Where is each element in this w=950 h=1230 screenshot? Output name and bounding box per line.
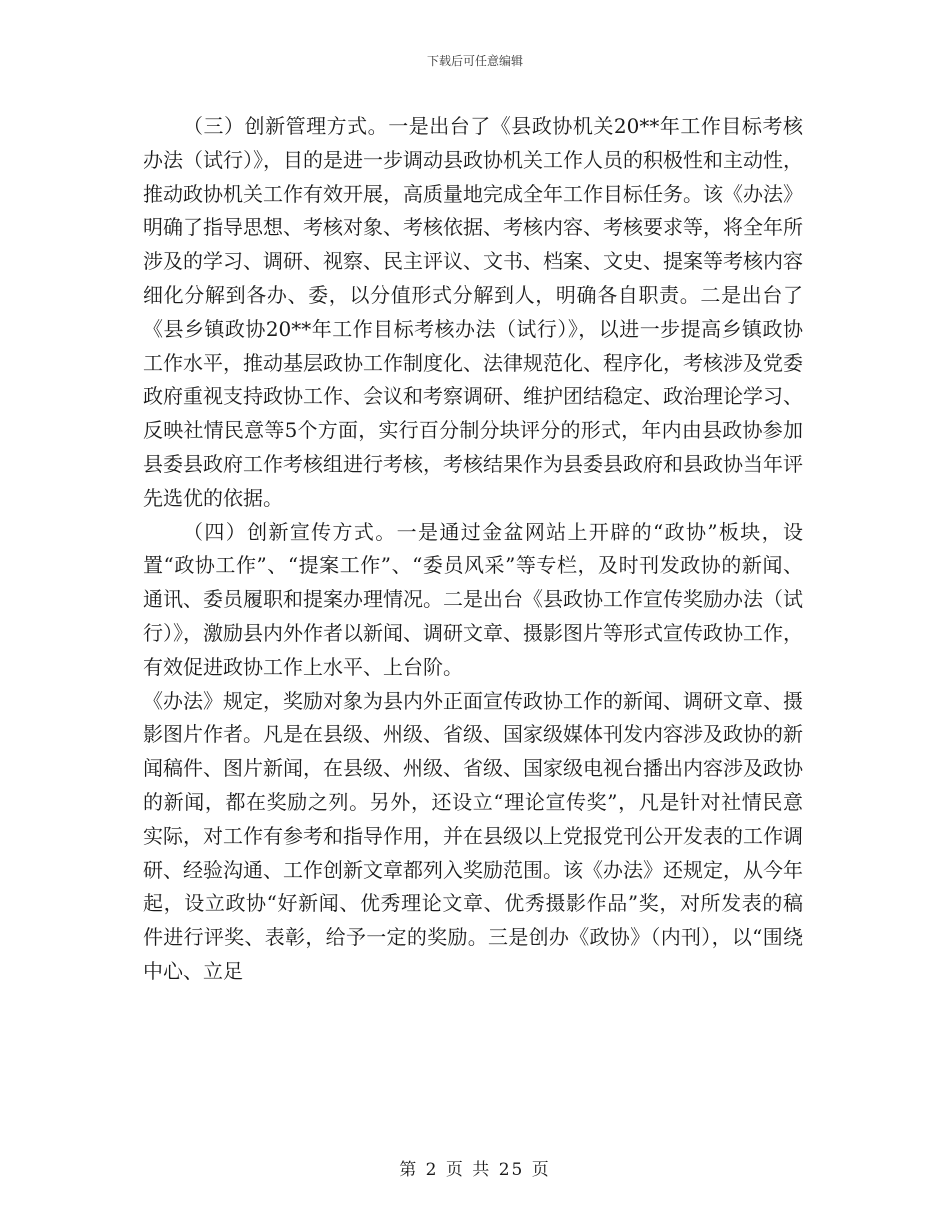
page-footer: 第 2 页 共 25 页 [399,1160,551,1180]
document-body [143,110,803,989]
page-header: 下载后可任意编辑 [426,54,523,68]
paragraph-management: （三）创新管理方式。一是出台了《县政协机关20**年工作目标考核办法（试行）》，目的是进一步调动县政协机关工作人员的积极性和主动性，推动政协机关工作有效开展，高质量地完成全年工作目标任务。该《办法》明确了指导思想、考核对象、考核依据、考核内容、考核要求等，将全年所涉及的学习、调研、视察、民主评议、文书、档案、文史、提案等考核内容细化分解到各办、委，以分值形式分解到人，明确各自职责。二是出台了《县乡镇政协20**年工作目标考核办法（试行）》，以进一步提高乡镇政协工作水平，推动基层政协工作制度化、法律规范化、程序化，考核涉及党委政府重视支持政协工作、会议和考察调研、维护团结稳定、政治理论学习、反映社情民意等5个方面，实行百分制分块评分的形式，年内由县政协参加县委县政府工作考核组进行考核，考核结果作为县委县政府和县政协当年评先选优的依据。 [143,114,803,510]
paragraph-measures: 《办法》规定，奖励对象为县内外正面宣传政协工作的新闻、调研文章、摄影图片作者。凡是在县级、州级、省级、国家级媒体刊发内容涉及政协的新闻稿件、图片新闻，在县级、州级、省级、国家级电视台播出内容涉及政协的新闻，都在奖励之列。另外，还设立“理论宣传奖”，凡是针对社情民意实际，对工作有参考和指导作用，并在县级以上党报党刊公开发表的工作调研、经验沟通、工作创新文章都列入奖励范围。该《办法》还规定，从今年起，设立政协“好新闻、优秀理论文章、优秀摄影作品”奖，对所发表的稿件进行评奖、表彰，给予一定的奖励。三是创办《政协》（内刊），以“围绕中心、立足 [143,688,803,983]
paragraph-publicity: （四）创新宣传方式。一是通过金盆网站上开辟的“政协”板块，设置“政协工作”、“提案工作”、“委员风采”等专栏，及时刊发政协的新闻、通讯、委员履职和提案办理情况。二是出台《县政协工作宣传奖励办法（试行）》，激励县内外作者以新闻、调研文章、摄影图片等形式宣传政协工作，有效促进政协工作上水平、上台阶。 [143,519,803,679]
